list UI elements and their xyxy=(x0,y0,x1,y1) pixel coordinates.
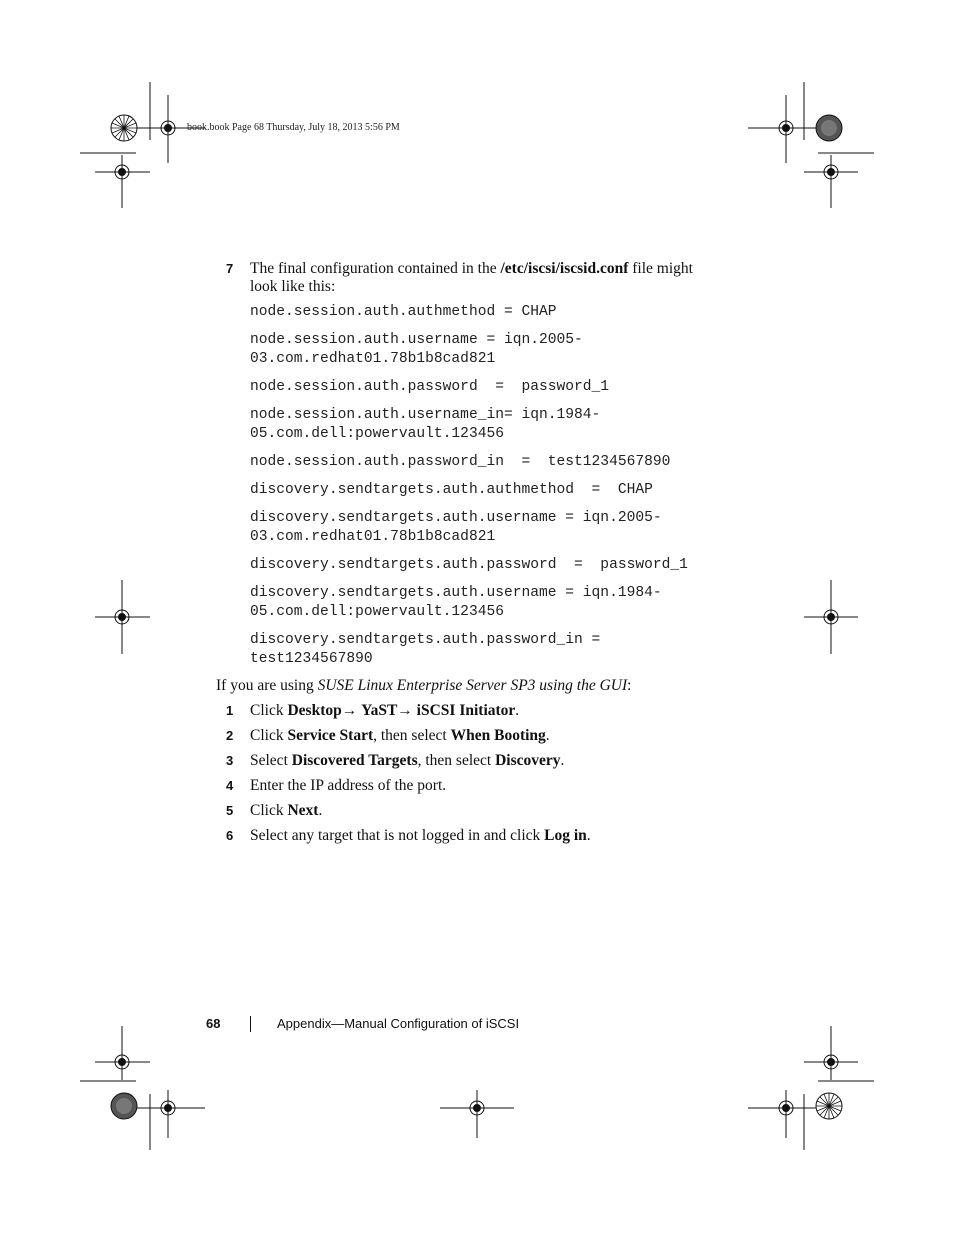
footer-separator xyxy=(250,1016,251,1032)
config-line: discovery.sendtargets.auth.authmethod = CHAP xyxy=(250,482,653,498)
registration-mark xyxy=(95,1026,150,1080)
registration-mark xyxy=(804,155,858,208)
step-text-part: Select xyxy=(250,752,292,769)
config-line: node.session.auth.username_in= iqn.1984- 05.com.dell:powervault.123456 xyxy=(250,407,601,442)
config-line: node.session.auth.username = iqn.2005- 03.com.redhat01.78b1b8cad821 xyxy=(250,332,583,367)
registration-mark xyxy=(95,155,150,208)
step-number: 5 xyxy=(226,803,234,818)
ui-label: Desktop xyxy=(287,702,342,719)
step-number: 2 xyxy=(226,728,234,743)
step-text-part: . xyxy=(515,702,520,719)
suse-intro-after: : xyxy=(627,677,632,694)
step-text xyxy=(250,752,564,770)
config-line: discovery.sendtargets.auth.password = password_1 xyxy=(250,557,688,573)
config-line: discovery.sendtargets.auth.password_in = test1234567890 xyxy=(250,632,601,667)
step-number: 3 xyxy=(226,753,234,768)
suse-intro-product: SUSE Linux Enterprise Server SP3 using the GUI xyxy=(317,677,628,694)
ui-label: Discovery xyxy=(495,752,561,769)
registration-mark xyxy=(131,1090,205,1138)
step-text-part: . xyxy=(560,752,565,769)
ui-label: YaST xyxy=(361,702,398,719)
step-text-part: Click xyxy=(250,727,288,744)
step-text-part: Enter the IP address of the port. xyxy=(250,777,447,794)
step-text-part: → xyxy=(397,702,417,719)
config-line: discovery.sendtargets.auth.username = iqn.2005- 03.com.redhat01.78b1b8cad821 xyxy=(250,510,662,545)
step-number: 4 xyxy=(226,778,234,793)
header-stamp: book.book Page 68 Thursday, July 18, 2013 5:56 PM xyxy=(187,122,400,133)
step-number: 7 xyxy=(226,261,234,276)
registration-mark xyxy=(95,580,150,654)
ui-label: Service Start xyxy=(287,727,374,744)
ui-label: iSCSI Initiator xyxy=(416,702,516,719)
config-line: discovery.sendtargets.auth.username = iqn.1984- 05.com.dell:powervault.123456 xyxy=(250,585,662,620)
ui-label: Log in xyxy=(544,827,587,844)
step-text-part: → xyxy=(341,702,362,719)
suse-intro-before: If you are using xyxy=(216,677,318,694)
step-text xyxy=(250,802,322,820)
gray-target xyxy=(816,115,842,141)
step-text-part: Select any target that is not logged in and click xyxy=(250,827,545,844)
step-7-text-before: The final configuration contained in the xyxy=(250,260,501,277)
registration-mark xyxy=(440,1090,514,1138)
step-text-part: . xyxy=(545,727,550,744)
suse-intro xyxy=(216,677,631,695)
ui-label: When Booting xyxy=(450,727,546,744)
gray-target xyxy=(111,1093,137,1119)
footer-title: Appendix—Manual Configuration of iSCSI xyxy=(277,1016,520,1031)
config-line: node.session.auth.password_in = test1234567890 xyxy=(250,454,671,470)
step-text xyxy=(250,702,519,720)
step-number: 6 xyxy=(226,828,234,843)
registration-mark xyxy=(748,1090,822,1138)
page-number: 68 xyxy=(206,1016,221,1031)
step-text-part: Click xyxy=(250,802,288,819)
step-text xyxy=(250,827,591,845)
registration-mark xyxy=(804,580,858,654)
ui-label: Discovered Targets xyxy=(291,752,418,769)
step-text-part: , then select xyxy=(417,752,496,769)
step-7-text xyxy=(250,260,693,296)
star-target xyxy=(816,1093,842,1119)
step-text xyxy=(250,777,446,795)
step-text xyxy=(250,727,550,745)
registration-mark xyxy=(748,95,822,163)
star-target xyxy=(111,115,137,141)
step-text-part: , then select xyxy=(373,727,451,744)
step-text-part: . xyxy=(586,827,591,844)
step-text-part: Click xyxy=(250,702,288,719)
config-line: node.session.auth.password = password_1 xyxy=(250,379,610,395)
config-file-path: /etc/iscsi/iscsid.conf xyxy=(500,260,629,277)
step-7-line-2: look like this: xyxy=(250,278,336,295)
config-line: node.session.auth.authmethod = CHAP xyxy=(250,304,557,320)
ui-label: Next xyxy=(287,802,319,819)
registration-mark xyxy=(804,1026,858,1080)
step-number: 1 xyxy=(226,703,234,718)
step-text-part: . xyxy=(318,802,323,819)
step-7-text-after: file might xyxy=(628,260,693,277)
